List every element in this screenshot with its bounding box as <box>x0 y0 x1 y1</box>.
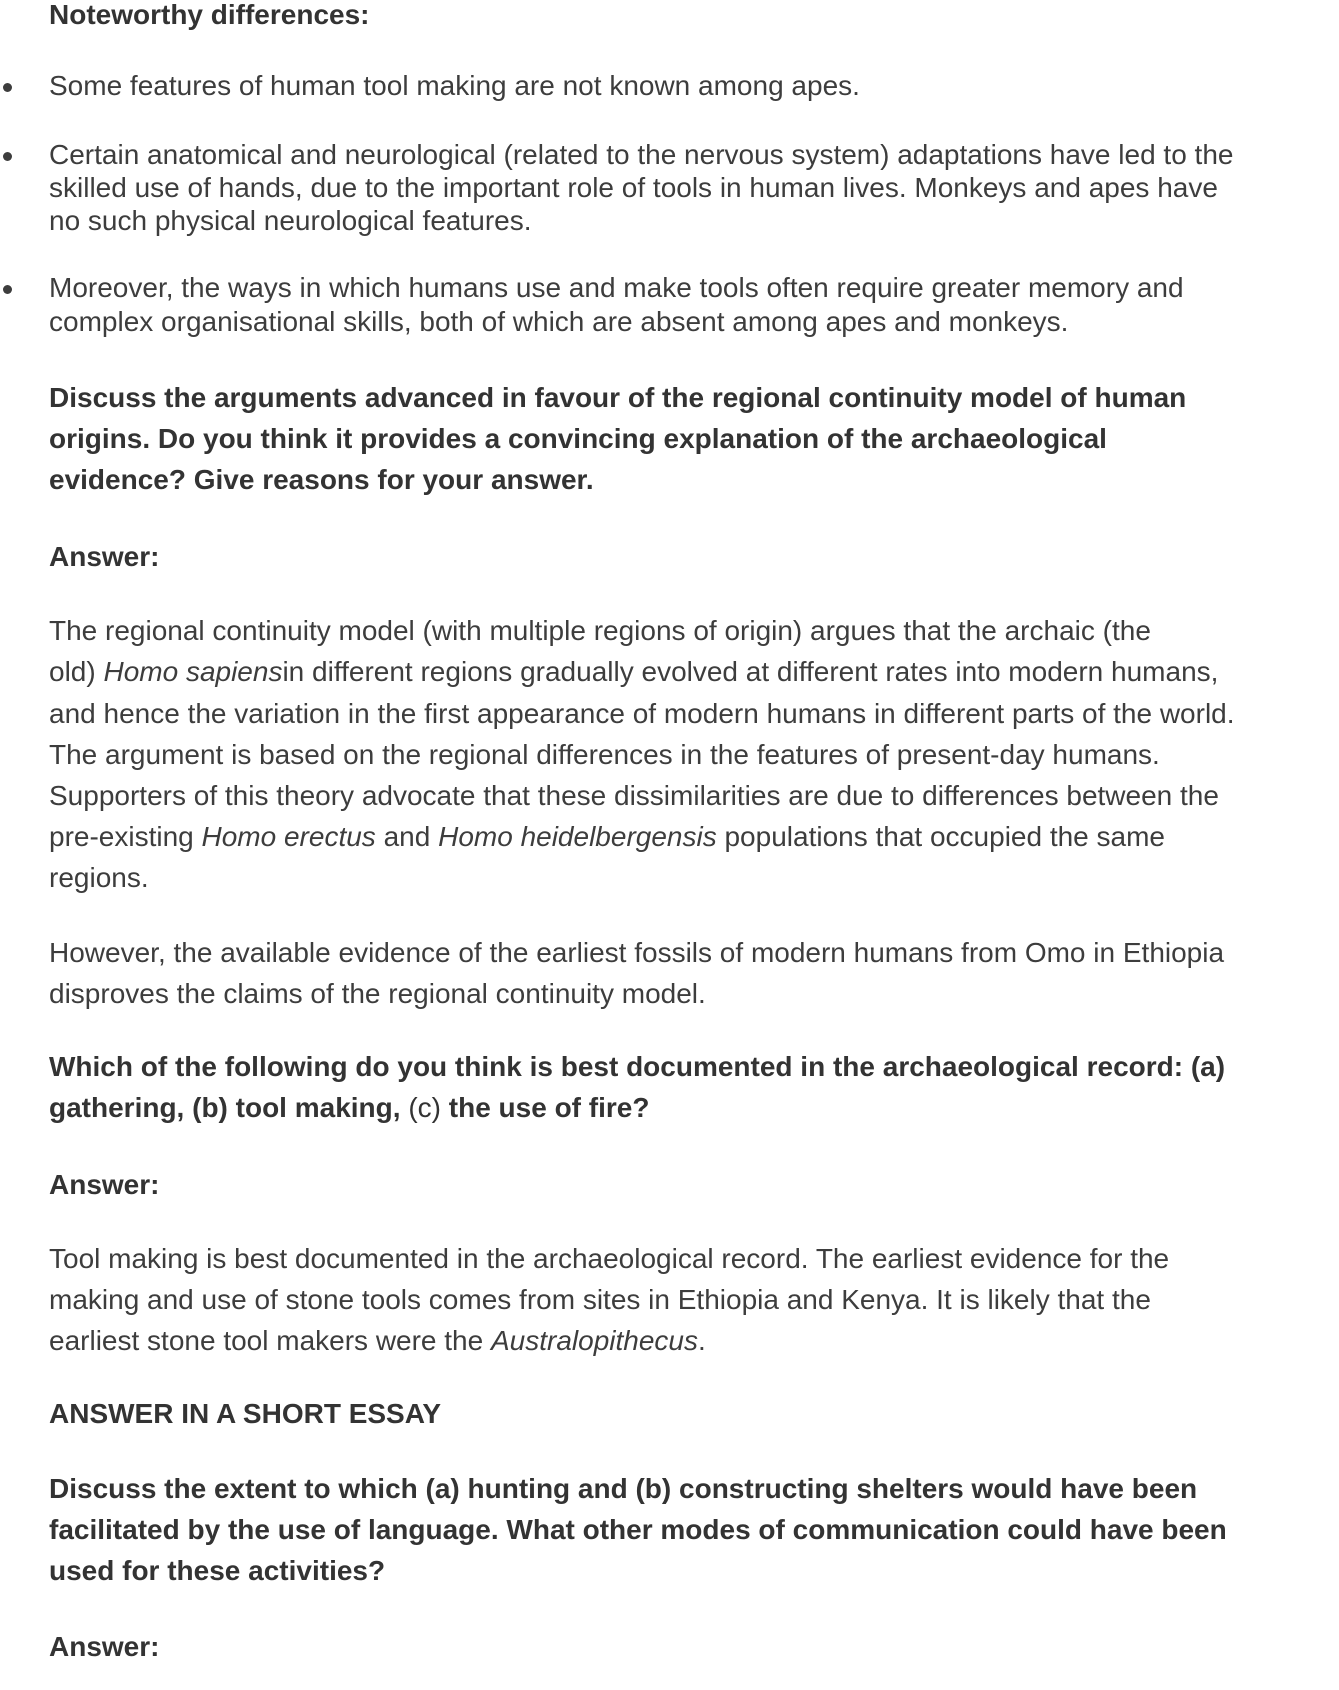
bullet-dot-icon <box>3 83 12 92</box>
question-3-line-1: Discuss the extent to which (a) hunting and (b) constructing shelters would have been <box>49 1473 1198 1504</box>
answer-1-paragraph-1-line-2 <box>49 651 1218 692</box>
answer-1-paragraph-1-line-5: Supporters of this theory advocate that these dissimilarities are due to differences between the <box>49 780 1219 811</box>
answer-1-paragraph-1-line-7: regions. <box>49 862 149 893</box>
text-run: pre-existing <box>49 821 202 852</box>
text-run: and <box>375 821 439 852</box>
bullet-dot-icon <box>3 152 12 161</box>
question-2-line-1: Which of the following do you think is best documented in the archaeological record: (a) <box>49 1051 1226 1082</box>
answer-2-line-1: Tool making is best documented in the archaeological record. The earliest evidence for the <box>49 1243 1170 1274</box>
question-1-line-3: evidence? Give reasons for your answer. <box>49 464 594 495</box>
answer-1-label: Answer: <box>49 541 160 572</box>
difference-item-2-line-2: skilled use of hands, due to the important role of tools in human lives. Monkeys and apes have <box>49 172 1218 203</box>
answer-1-paragraph-2-line-2: disproves the claims of the regional continuity model. <box>49 978 706 1009</box>
species-name: Australopithecus <box>490 1325 698 1356</box>
text-run: gathering, (b) tool making, <box>49 1092 409 1123</box>
heading-noteworthy-differences: Noteworthy differences: <box>49 0 370 30</box>
text-run: (c) <box>408 1092 441 1123</box>
answer-1-paragraph-1-line-4: The argument is based on the regional differences in the features of present-day humans. <box>49 739 1160 770</box>
species-name: Homo heidelbergensis <box>438 821 717 852</box>
species-name: Homo erectus <box>201 821 376 852</box>
difference-item-3-line-2: complex organisational skills, both of which are absent among apes and monkeys. <box>49 306 1069 337</box>
species-name: Homo sapiens <box>103 656 283 687</box>
text-run: in different regions gradually evolved at different rates into modern humans, <box>282 656 1219 687</box>
question-2-line-2 <box>49 1087 649 1128</box>
question-1-line-2: origins. Do you think it provides a convincing explanation of the archaeological <box>49 423 1107 454</box>
text-run: . <box>698 1325 706 1356</box>
answer-1-paragraph-1-line-6 <box>49 816 1165 857</box>
answer-2-line-3 <box>49 1320 706 1361</box>
answer-1-paragraph-1-line-3: and hence the variation in the first appearance of modern humans in different parts of the world. <box>49 698 1235 729</box>
text-run: old) <box>49 656 104 687</box>
answer-2-label: Answer: <box>49 1169 160 1200</box>
difference-item-2-line-1: Certain anatomical and neurological (related to the nervous system) adaptations have led to the <box>49 139 1234 170</box>
question-3-line-2: facilitated by the use of language. What other modes of communication could have been <box>49 1514 1227 1545</box>
question-1-line-1: Discuss the arguments advanced in favour of the regional continuity model of human <box>49 382 1187 413</box>
bullet-dot-icon <box>3 285 12 294</box>
difference-item-1-line-1: Some features of human tool making are not known among apes. <box>49 70 860 101</box>
text-run: the use of fire? <box>440 1092 650 1123</box>
answer-2-line-2: making and use of stone tools comes from sites in Ethiopia and Kenya. It is likely that the <box>49 1284 1151 1315</box>
answer-1-paragraph-2-line-1: However, the available evidence of the earliest fossils of modern humans from Omo in Ethiopia <box>49 937 1225 968</box>
difference-item-2-line-3: no such physical neurological features. <box>49 205 532 236</box>
section-title: ANSWER IN A SHORT ESSAY <box>49 1398 442 1429</box>
difference-item-3-line-1: Moreover, the ways in which humans use and make tools often require greater memory and <box>49 272 1184 303</box>
answer-3-label: Answer: <box>49 1631 160 1662</box>
question-3-line-3: used for these activities? <box>49 1555 386 1586</box>
text-run: earliest stone tool makers were the <box>49 1325 491 1356</box>
answer-1-paragraph-1-line-1: The regional continuity model (with multiple regions of origin) argues that the archaic (the <box>49 615 1151 646</box>
text-run: populations that occupied the same <box>716 821 1166 852</box>
